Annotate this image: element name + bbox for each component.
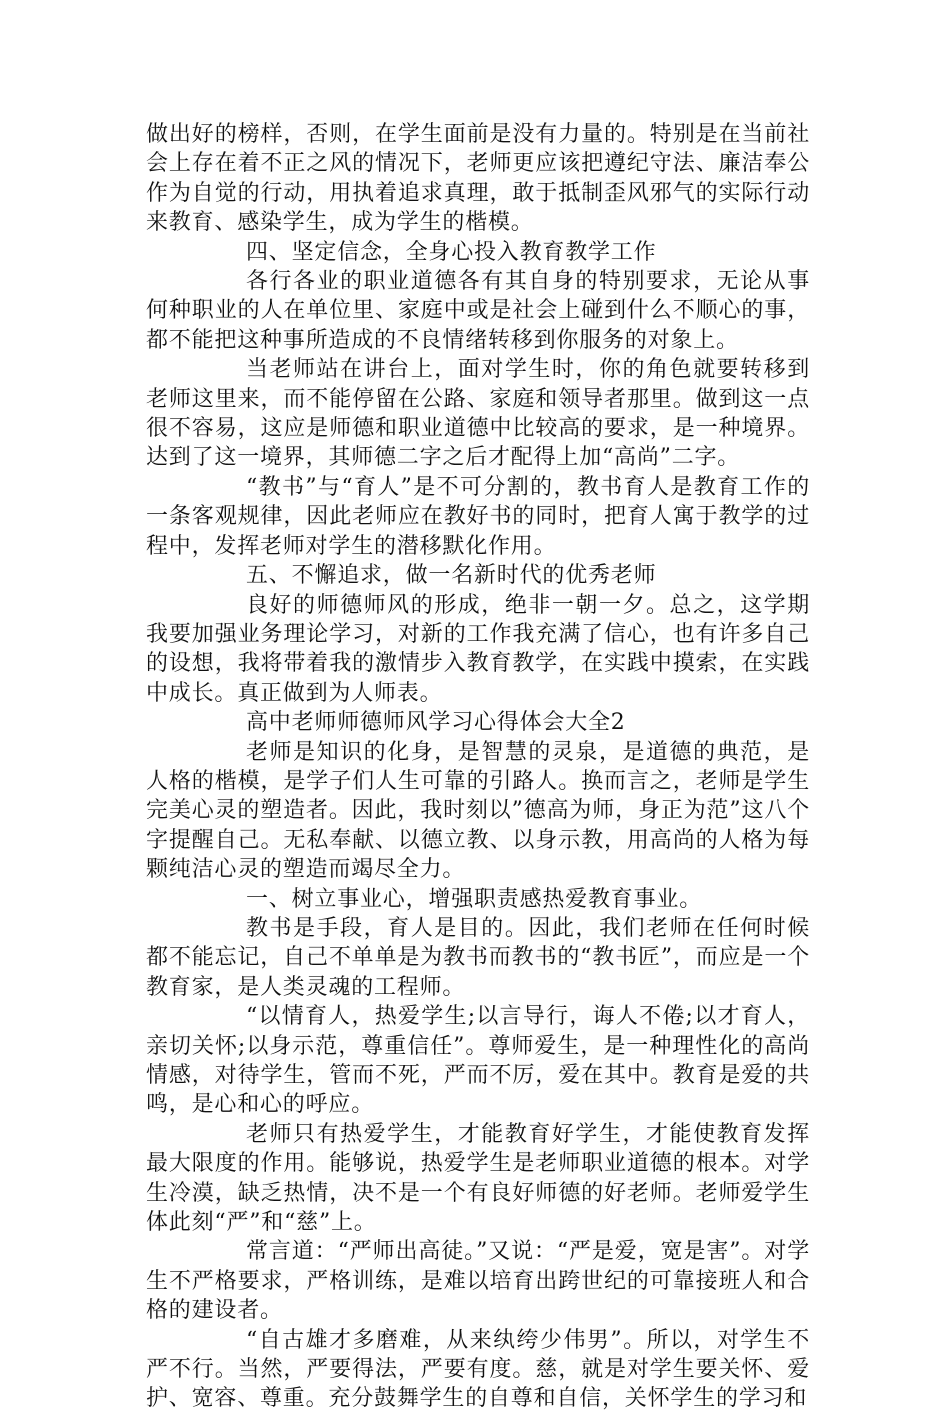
paragraph-10: 常言道：“严师出高徒。”又说：“严是爱，宽是害”。对学生不严格要求，严格训练，是难以培育出跨世纪的可靠接班人和合格的建设者。 <box>146 1239 810 1324</box>
paragraph-4: “教书”与“育人”是不可分割的，教书育人是教育工作的一条客观规律，因此老师应在教好书的同时，把育人寓于教学的过程中，发挥老师对学生的潜移默化作用。 <box>146 474 810 559</box>
article-title-2: 高中老师师德师风学习心得体会大全2 <box>246 710 626 736</box>
paragraph-9: 老师只有热爱学生，才能教育好学生，才能使教育发挥最大限度的作用。能够说，热爱学生是老师职业道德的根本。对学生冷漠，缺乏热情，决不是一个有良好师德的好老师。老师爱学生体此刻“严”和“慈”上。 <box>146 1121 810 1236</box>
paragraph-5: 良好的师德师风的形成，绝非一朝一夕。总之，这学期我要加强业务理论学习，对新的工作我充满了信心，也有许多自己的设想，我将带着我的激情步入教育教学，在实践中摸索，在实践中成长。真正做到为人师表。 <box>146 592 810 706</box>
section-heading-5: 五、不懈追求，做一名新时代的优秀老师 <box>246 563 657 589</box>
paragraph-1: 做出好的榜样，否则，在学生面前是没有力量的。特别是在当前社会上存在着不正之风的情况下，老师更应该把遵纪守法、廉洁奉公作为自觉的行动，用执着追求真理，敢于抵制歪风邪气的实际行动来教育、感染学生，成为学生的楷模。 <box>146 122 810 236</box>
paragraph-3: 当老师站在讲台上，面对学生时，你的角色就要转移到老师这里来，而不能停留在公路、家庭和领导者那里。做到这一点很不容易，这应是师德和职业道德中比较高的要求，是一种境界。达到了这一境界，其师德二字之后才配得上加“高尚”二字。 <box>146 357 810 471</box>
paragraph-2: 各行各业的职业道德各有其自身的特别要求，无论从事何种职业的人在单位里、家庭中或是社会上碰到什么不顺心的事，都不能把这种事所造成的不良情绪转移到你服务的对象上。 <box>146 269 810 353</box>
paragraph-8: “以情育人，热爱学生;以言导行，诲人不倦;以才育人，亲切关怀;以身示范，尊重信任”。尊师爱生，是一种理性化的高尚情感，对待学生，管而不死，严而不厉，爱在其中。教育是爱的共鸣，是心和心的呼应。 <box>146 1004 810 1118</box>
document-body <box>146 120 810 1414</box>
paragraph-6: 老师是知识的化身，是智慧的灵泉，是道德的典范，是人格的楷模，是学子们人生可靠的引路人。换而言之，老师是学生完美心灵的塑造者。因此，我时刻以”德高为师，身正为范”这八个字提醒自己。无私奉献、以德立教、以身示教，用高尚的人格为每颗纯洁心灵的塑造而竭尽全力。 <box>146 739 810 883</box>
section-heading-4: 四、坚定信念，全身心投入教育教学工作 <box>246 239 657 265</box>
paragraph-7: 教书是手段，育人是目的。因此，我们老师在任何时候都不能忘记，自己不单单是为教书而教书的“教书匠”，而应是一个教育家，是人类灵魂的工程师。 <box>146 915 810 1000</box>
section-heading-1: 一、树立事业心，增强职责感热爱教育事业。 <box>246 886 703 912</box>
paragraph-11: “自古雄才多磨难，从来纨绔少伟男”。所以，对学生不严不行。当然，严要得法，严要有度。慈，就是对学生要关怀、爱护、宽容、尊重。充分鼓舞学生的自尊和自信，关怀学生的学习和 <box>146 1327 810 1412</box>
